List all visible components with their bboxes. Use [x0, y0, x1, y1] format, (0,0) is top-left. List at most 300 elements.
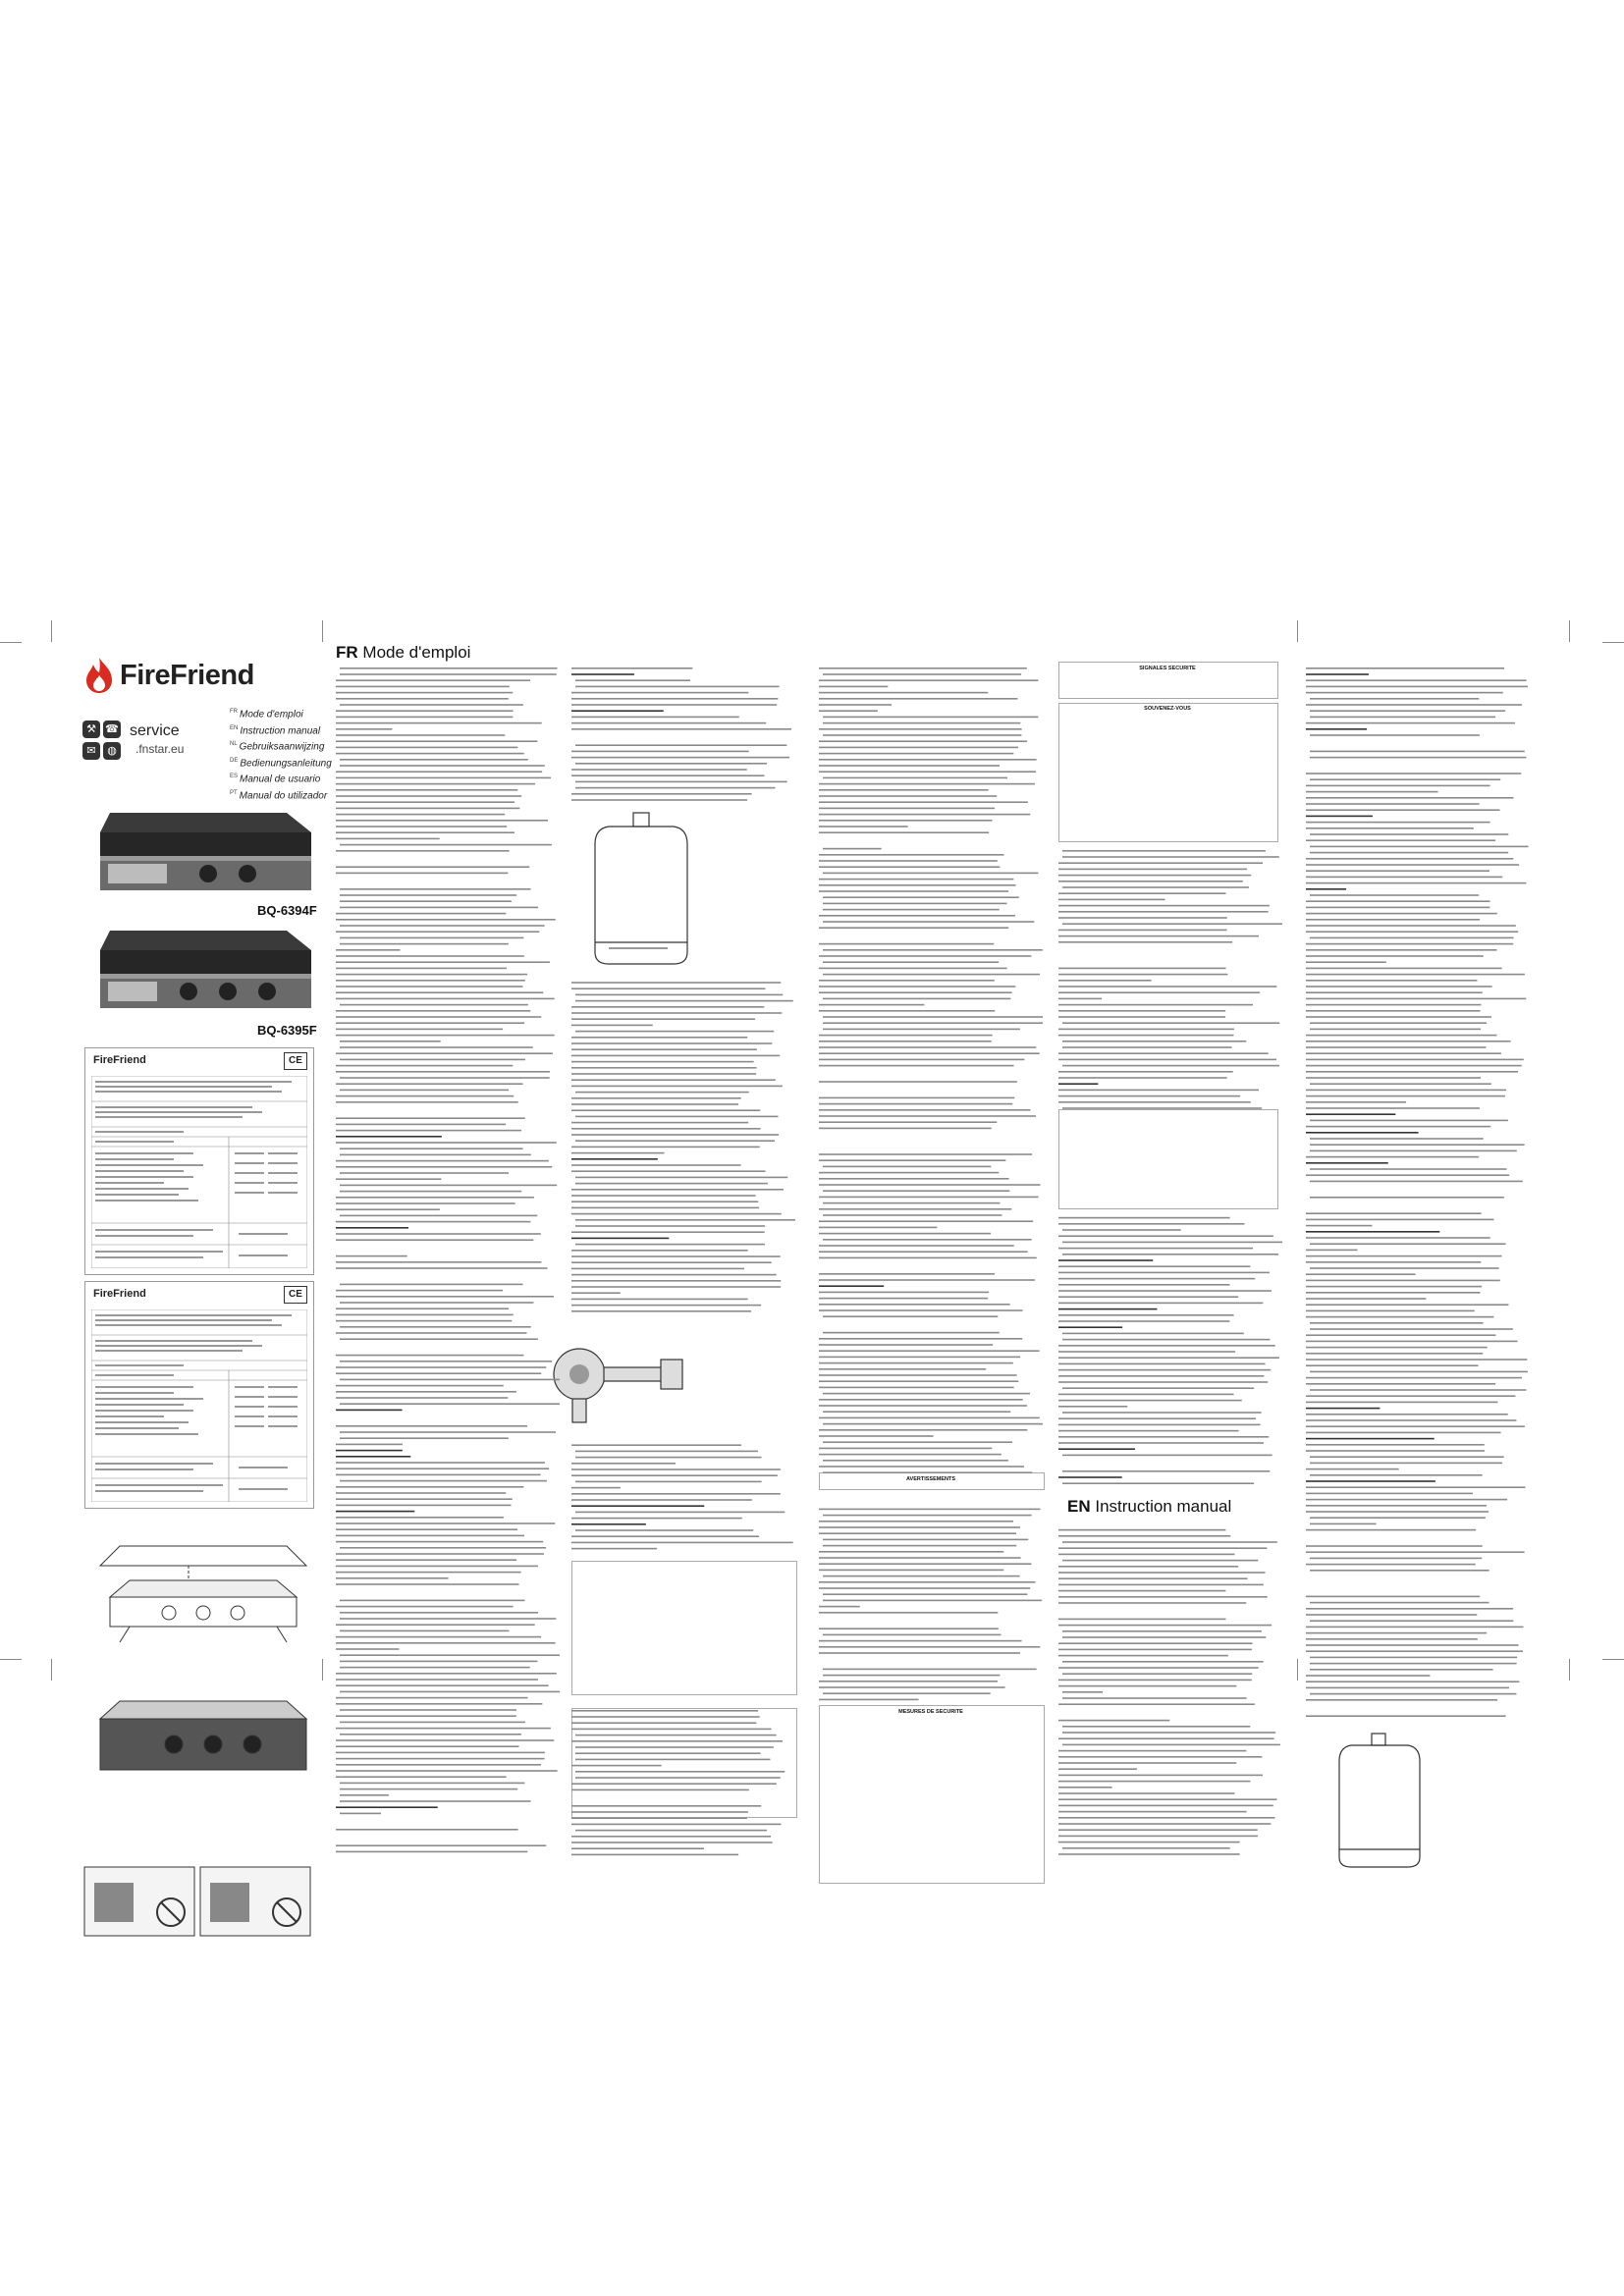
text-line: [1306, 1316, 1493, 1318]
text-line: [823, 873, 1038, 875]
text-line: [1058, 1303, 1263, 1305]
text-line: [571, 1164, 741, 1166]
text-line: [1058, 986, 1276, 988]
text-line: [823, 1675, 1000, 1677]
text-line: [336, 1385, 504, 1387]
text-line: [336, 1739, 554, 1741]
text-line: [336, 747, 517, 749]
text-line: [336, 1462, 545, 1464]
text-line: [1306, 1438, 1435, 1440]
warning-box-title: SIGNALES SECURITE: [1139, 666, 1196, 671]
text-line: [1310, 698, 1479, 700]
text-line: [1306, 816, 1373, 818]
text-line: [336, 1095, 514, 1097]
text-line: [571, 1006, 764, 1008]
text-line: [819, 1233, 991, 1235]
text-line: [336, 783, 535, 785]
text-line: [575, 1735, 777, 1736]
text-line: [823, 1692, 991, 1694]
text-line: [1062, 1041, 1246, 1042]
text-line: [1058, 1095, 1240, 1097]
text-line: [340, 907, 538, 909]
text-line: [819, 1279, 1035, 1281]
text-line: [571, 1299, 748, 1301]
text-line: [1306, 1715, 1506, 1717]
crop-mark: [322, 620, 323, 642]
text-line: [336, 1764, 541, 1766]
text-line: [1306, 1675, 1430, 1677]
text-line: [340, 1403, 560, 1405]
text-line: [1062, 1673, 1252, 1675]
text-line: [1306, 704, 1522, 706]
text-column-2: [571, 664, 795, 1861]
text-line: [340, 1041, 441, 1042]
text-line: [336, 1474, 541, 1476]
text-line: [1058, 1442, 1264, 1444]
text-line: [571, 751, 749, 753]
text-line: [336, 1492, 506, 1494]
text-line: [1062, 1697, 1247, 1699]
text-line: [575, 1529, 753, 1531]
text-line: [819, 1128, 992, 1130]
text-line: [1310, 1328, 1513, 1330]
fr-warning-box-title: AVERTISSEMENTS: [905, 1476, 955, 1482]
text-line: [1058, 1625, 1272, 1627]
text-line: [819, 1065, 1014, 1067]
text-line: [1058, 1667, 1259, 1669]
text-line: [1058, 1265, 1250, 1267]
text-line: [340, 1284, 522, 1286]
text-line: [336, 1016, 541, 1018]
text-line: [571, 1499, 752, 1501]
text-line: [1306, 1450, 1485, 1452]
text-line: [571, 1195, 756, 1197]
text-line: [823, 961, 999, 963]
text-line: [819, 831, 989, 833]
text-line: [1058, 1381, 1268, 1383]
text-line: [819, 1399, 1023, 1401]
text-line: [819, 1220, 1033, 1222]
text-line: [340, 1431, 556, 1433]
text-line: [819, 686, 888, 688]
text-line: [1058, 892, 1226, 894]
crop-mark: [1569, 1659, 1570, 1681]
spec-table: [91, 1309, 307, 1502]
text-line: [571, 1783, 777, 1785]
text-line: [571, 1103, 738, 1105]
text-line: [1062, 1046, 1232, 1048]
service-icons: [82, 721, 122, 760]
text-line: [1062, 1847, 1230, 1849]
text-line: [819, 1587, 1030, 1589]
text-column-1: [336, 664, 560, 1861]
text-line: [340, 673, 557, 675]
text-line: [819, 968, 1007, 970]
text-line: [340, 765, 545, 767]
text-line: [823, 1460, 1008, 1462]
text-line: [819, 1454, 1001, 1456]
text-line: [1058, 1010, 1225, 1012]
text-line: [1058, 1823, 1271, 1825]
text-line: [819, 1521, 1013, 1522]
text-line: [823, 777, 1007, 779]
text-line: [823, 1214, 1001, 1216]
text-line: [340, 1185, 557, 1187]
text-line: [571, 1523, 646, 1525]
text-line: [575, 1219, 795, 1221]
language-item: DE Bedienungsanleitung: [230, 757, 332, 769]
text-line: [1062, 1691, 1103, 1693]
text-line: [1058, 1775, 1263, 1777]
text-line: [571, 1548, 657, 1550]
text-line: [1306, 1341, 1518, 1343]
text-line: [819, 698, 1017, 700]
text-line: [336, 1606, 514, 1608]
text-line: [336, 974, 527, 976]
text-line: [1306, 1383, 1495, 1385]
text-line: [823, 1600, 1042, 1602]
text-line: [336, 1366, 546, 1368]
text-line: [1306, 991, 1483, 993]
text-line: [336, 1697, 527, 1699]
text-line: [571, 1292, 621, 1294]
text-line: [336, 1776, 507, 1778]
text-line: [571, 1824, 782, 1826]
text-line: [823, 998, 1010, 1000]
text-line: [571, 793, 752, 795]
text-line: [336, 991, 543, 993]
text-line: [819, 1097, 1014, 1099]
text-line: [340, 1046, 533, 1048]
text-line: [336, 1505, 511, 1507]
text-line: [1306, 900, 1490, 902]
text-line: [1058, 1602, 1246, 1604]
text-line: [1310, 1243, 1506, 1245]
text-line: [340, 1302, 533, 1304]
text-line: [1058, 905, 1270, 907]
text-line: [823, 1239, 1032, 1241]
text-line: [1058, 1035, 1233, 1037]
text-line: [340, 1361, 552, 1362]
text-line: [336, 1636, 541, 1638]
text-line: [1306, 858, 1513, 860]
text-line: [1310, 1138, 1484, 1140]
text-line: [1310, 1463, 1502, 1465]
text-line: [1310, 710, 1505, 712]
text-line: [1058, 1762, 1236, 1764]
text-line: [819, 1245, 1014, 1247]
text-line: [571, 1201, 758, 1202]
text-line: [1306, 1041, 1511, 1042]
text-line: [1062, 1482, 1254, 1484]
crop-mark: [1297, 1659, 1298, 1681]
text-line: [823, 1166, 991, 1168]
text-line: [336, 968, 507, 970]
text-line: [1306, 773, 1521, 774]
crop-mark: [51, 620, 52, 642]
text-line: [571, 1854, 738, 1856]
text-line: [336, 1851, 527, 1853]
text-line: [1058, 1655, 1228, 1657]
text-line: [1058, 1369, 1271, 1371]
text-line: [571, 757, 789, 759]
text-line: [336, 1566, 538, 1568]
text-line: [571, 1740, 783, 1742]
text-line: [336, 686, 510, 688]
text-line: [1306, 1493, 1473, 1495]
text-line: [823, 734, 1021, 736]
text-line: [819, 1686, 1005, 1688]
text-line: [819, 1466, 1024, 1468]
text-line: [819, 808, 995, 810]
text-line: [819, 1350, 1040, 1352]
text-line: [336, 1010, 530, 1012]
text-line: [571, 1474, 778, 1476]
text-line: [819, 1059, 1024, 1061]
text-line: [336, 1308, 509, 1309]
text-line: [1306, 822, 1490, 824]
text-line: [1310, 937, 1514, 939]
text-line: [336, 1208, 440, 1210]
text-line: [336, 1806, 438, 1808]
text-line: [1058, 1029, 1234, 1031]
product-image: [90, 795, 316, 898]
text-line: [1062, 886, 1249, 888]
text-line: [336, 831, 514, 833]
text-line: [823, 1202, 1000, 1204]
text-line: [336, 1136, 442, 1138]
text-line: [571, 1255, 781, 1257]
text-line: [340, 1059, 525, 1061]
text-line: [1310, 1267, 1499, 1269]
text-line: [1058, 1284, 1229, 1286]
text-line: [1062, 856, 1279, 858]
text-line: [1310, 1120, 1508, 1122]
text-line: [1310, 717, 1495, 719]
text-line: [819, 1208, 1011, 1210]
text-line: [823, 1515, 1032, 1517]
text-line: [1306, 980, 1477, 982]
service-url: .fnstar.eu: [135, 742, 185, 756]
text-line: [571, 1012, 782, 1014]
text-line: [819, 1046, 1036, 1048]
text-line: [819, 943, 994, 945]
text-line: [1306, 1035, 1496, 1037]
phone-icon: ☎: [103, 721, 121, 738]
text-line: [1310, 1602, 1489, 1604]
text-line: [1306, 1292, 1480, 1294]
text-line: [1310, 1558, 1482, 1560]
text-line: [1062, 1455, 1272, 1457]
text-line: [336, 1535, 524, 1537]
text-line: [1058, 1547, 1267, 1549]
text-line: [571, 1018, 755, 1020]
text-line: [571, 1836, 771, 1838]
text-line: [1306, 1090, 1506, 1092]
text-line: [819, 1109, 1030, 1111]
text-line: [336, 1160, 549, 1162]
text-line: [336, 1391, 516, 1393]
text-line: [571, 710, 664, 712]
text-line: [819, 1628, 999, 1629]
text-line: [1306, 1126, 1490, 1128]
text-line: [1058, 1811, 1247, 1813]
text-line: [819, 692, 988, 694]
text-line: [340, 1148, 523, 1149]
text-line: [336, 1752, 545, 1754]
text-line: [819, 801, 1028, 803]
text-line: [336, 1320, 512, 1322]
text-line: [823, 848, 882, 850]
text-line: [1306, 1468, 1399, 1470]
text-line: [819, 679, 1038, 681]
text-line: [1306, 1059, 1524, 1061]
text-line: [336, 1142, 557, 1144]
text-line: [336, 1255, 407, 1257]
text-line: [571, 1048, 757, 1050]
text-line: [1306, 961, 1386, 963]
text-line: [336, 1572, 521, 1574]
text-line: [571, 1280, 781, 1282]
text-line: [336, 866, 529, 868]
text-line: [1310, 1669, 1493, 1671]
text-line: [340, 925, 545, 927]
text-line: [1310, 1570, 1489, 1572]
text-line: [1062, 1732, 1275, 1734]
text-line: [819, 927, 1008, 929]
text-line: [1306, 877, 1502, 879]
text-line: [1306, 870, 1489, 872]
text-line: [1306, 1225, 1372, 1227]
text-line: [336, 717, 513, 719]
text-line: [1058, 1290, 1272, 1292]
text-line: [1058, 1004, 1253, 1006]
text-line: [336, 1559, 516, 1561]
text-line: [1062, 923, 1282, 925]
text-line: [823, 1539, 1028, 1541]
text-line: [819, 1273, 995, 1275]
text-line: [1306, 1046, 1487, 1048]
text-line: [575, 744, 786, 746]
text-line: [1306, 692, 1503, 694]
text-line: [819, 1526, 1020, 1528]
text-line: [1058, 1529, 1225, 1531]
flame-icon: [82, 656, 116, 695]
text-line: [1306, 728, 1367, 730]
text-line: [571, 1268, 744, 1270]
safety-pictograms: [82, 1865, 314, 1939]
text-line: [1062, 1229, 1181, 1231]
text-line: [1306, 949, 1497, 951]
text-line: [1058, 1357, 1279, 1359]
text-line: [571, 1310, 751, 1312]
text-line: [336, 1528, 517, 1530]
text-line: [1058, 930, 1227, 932]
language-item: FR Mode d'emploi: [230, 709, 303, 721]
text-line: [340, 1338, 538, 1340]
text-line: [340, 1691, 560, 1693]
text-line: [819, 1368, 986, 1370]
text-line: [1310, 757, 1526, 759]
text-line: [819, 1344, 993, 1346]
text-column-5: [1306, 664, 1530, 1861]
text-line: [1058, 875, 1251, 877]
text-line: [1306, 1529, 1476, 1531]
text-line: [571, 1097, 741, 1099]
text-line: [336, 986, 522, 988]
text-line: [1306, 1444, 1485, 1446]
text-line: [340, 1172, 509, 1174]
text-line: [1306, 809, 1500, 811]
text-line: [571, 1042, 772, 1044]
text-line: [1058, 1059, 1276, 1061]
text-line: [1310, 1322, 1484, 1324]
text-line: [571, 1842, 773, 1843]
text-line: [340, 704, 523, 706]
text-line: [340, 1618, 556, 1620]
text-line: [1306, 864, 1519, 866]
text-line: [571, 704, 777, 706]
text-line: [571, 1463, 676, 1465]
text-line: [571, 728, 791, 730]
text-line: [1306, 1016, 1491, 1018]
text-line: [1058, 1248, 1253, 1250]
text-line: [1310, 1657, 1517, 1659]
text-line: [336, 1227, 408, 1229]
text-line: [571, 1189, 784, 1191]
text-line: [1306, 785, 1490, 787]
text-line: [336, 1486, 523, 1488]
text-line: [819, 1052, 1040, 1054]
text-line: [1310, 778, 1500, 780]
text-line: [819, 795, 997, 797]
text-line: [1058, 974, 1227, 976]
text-line: [1306, 1499, 1507, 1501]
text-line: [336, 1071, 550, 1073]
text-line: [571, 1847, 704, 1849]
text-line: [1306, 1564, 1476, 1566]
text-line: [1306, 968, 1502, 970]
text-line: [1058, 1566, 1238, 1568]
text-line: [1306, 1010, 1481, 1012]
text-line: [336, 795, 521, 797]
text-line: [1062, 1630, 1262, 1632]
text-line: [336, 722, 542, 724]
text-line: [819, 1509, 1041, 1511]
text-line: [336, 1511, 414, 1513]
text-line: [1306, 1408, 1380, 1410]
text-line: [1306, 1432, 1501, 1434]
text-line: [819, 866, 1000, 868]
text-line: [1058, 991, 1260, 993]
text-line: [1310, 1181, 1523, 1183]
text-line: [571, 1722, 756, 1724]
text-line: [340, 1783, 524, 1785]
text-line: [336, 1178, 441, 1180]
text-line: [1306, 1250, 1358, 1252]
text-line: [1306, 839, 1495, 841]
text-line: [1306, 955, 1484, 957]
text-line: [1058, 1077, 1227, 1079]
text-line: [336, 728, 392, 730]
text-line: [340, 1800, 531, 1802]
text-line: [1058, 1326, 1122, 1328]
text-line: [823, 1190, 1009, 1192]
text-line: [336, 1022, 524, 1024]
model-label: BQ-6394F: [257, 903, 317, 918]
text-line: [575, 1177, 787, 1179]
text-line: [1306, 1280, 1500, 1282]
